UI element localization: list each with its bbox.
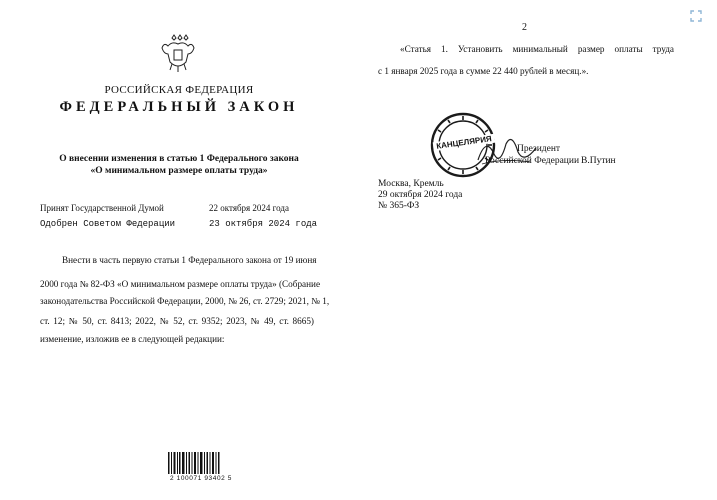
president-country: Российской Федерации bbox=[485, 156, 580, 166]
body-line: ст. 12; № 50, ст. 8413; 2022, № 52, ст. 9352; 2023, № 49, ст. 8665) bbox=[40, 316, 314, 326]
country-heading: РОССИЙСКАЯ ФЕДЕРАЦИЯ bbox=[104, 84, 254, 96]
law-subject bbox=[0, 153, 358, 177]
law-number: № 365-ФЗ bbox=[378, 201, 420, 211]
document-type-title: ФЕДЕРАЛЬНЫЙ ЗАКОН bbox=[59, 99, 299, 115]
chancellery-stamp bbox=[430, 112, 496, 178]
barcode-number: 2 100071 93402 5 bbox=[170, 475, 233, 482]
president-name: В.Путин bbox=[581, 156, 616, 166]
signing-date: 29 октября 2024 года bbox=[378, 190, 463, 200]
approved-date: 23 октября 2024 года bbox=[209, 219, 318, 229]
law-subject-line: «О минимальном размере оплаты труда» bbox=[90, 166, 268, 176]
body-line: Внести в часть первую статьи 1 Федерального закона от 19 июня bbox=[62, 255, 317, 265]
body-line: изменение, изложив ее в следующей редакции: bbox=[40, 334, 225, 344]
body-line: 2000 года № 82-ФЗ «О минимальном размере оплаты труда» (Собрание bbox=[40, 279, 321, 289]
adopted-date: 22 октября 2024 года bbox=[209, 203, 289, 213]
approved-label: Одобрен Советом Федерации bbox=[40, 219, 176, 229]
expand-icon[interactable] bbox=[690, 10, 702, 22]
article-line: с 1 января 2025 года в сумме 22 440 рублей в месяц.». bbox=[378, 66, 589, 76]
adopted-label: Принят Государственной Думой bbox=[40, 203, 164, 213]
page-number: 2 bbox=[522, 22, 527, 33]
law-subject-line: О внесении изменения в статью 1 Федерального закона bbox=[59, 154, 299, 164]
body-line: законодательства Российской Федерации, 2000, № 26, ст. 2729; 2021, № 1, bbox=[40, 296, 330, 306]
president-title: Президент bbox=[517, 144, 561, 154]
barcode bbox=[168, 452, 220, 474]
article-line: «Статья 1. Установить минимальный размер оплаты труда bbox=[400, 44, 674, 54]
left-page bbox=[0, 0, 358, 500]
stamp-text: КАНЦЕЛЯРИЯ bbox=[433, 134, 496, 152]
signing-place: Москва, Кремль bbox=[378, 179, 444, 189]
coat-of-arms-icon bbox=[158, 32, 198, 74]
